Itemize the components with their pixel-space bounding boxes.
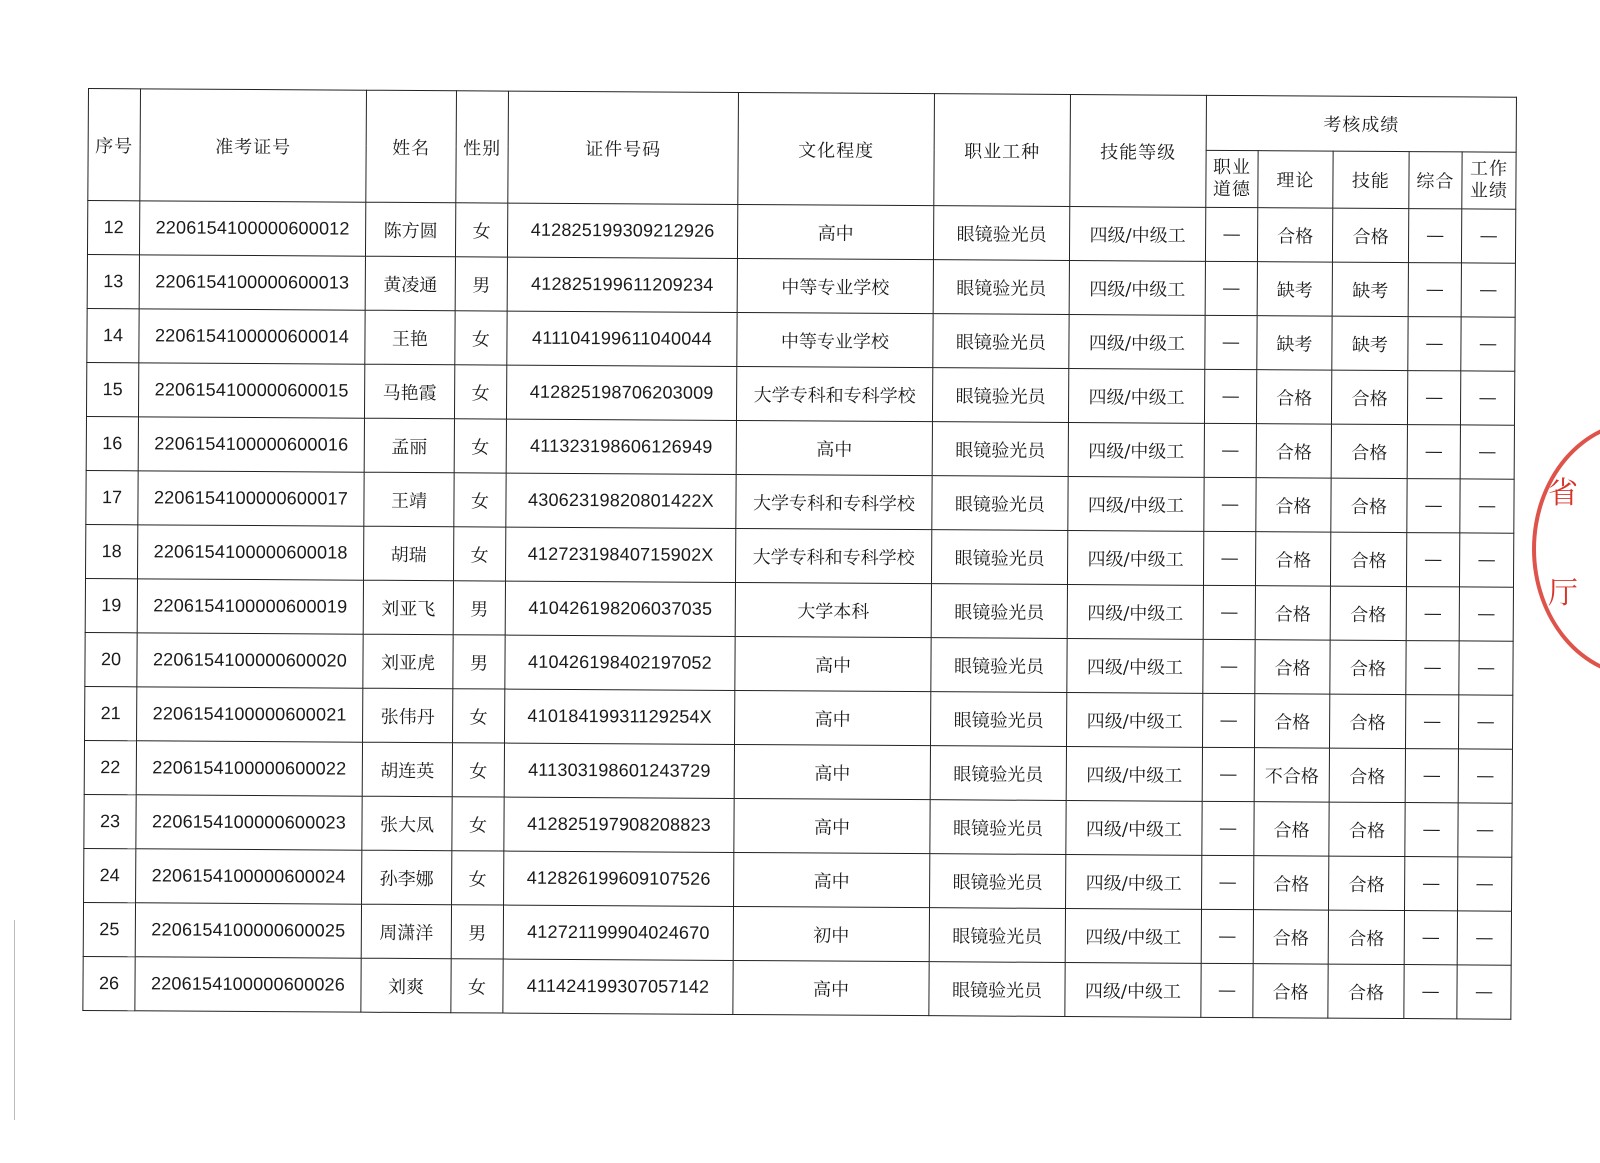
id-number-cell: 412721199904024670 xyxy=(503,905,733,960)
education-cell: 高中 xyxy=(735,690,931,745)
exam-id-cell: 2206154100000600023 xyxy=(136,795,362,850)
education-cell: 大学专科和专科学校 xyxy=(736,474,932,529)
name-cell: 孟丽 xyxy=(364,418,454,473)
overall-cell: — xyxy=(1404,857,1457,911)
ethics-cell: — xyxy=(1203,639,1255,693)
ethics-cell: — xyxy=(1204,423,1256,477)
id-number-cell: 411424199307057142 xyxy=(503,959,733,1014)
exam-id-cell: 2206154100000600012 xyxy=(139,201,365,256)
gender-cell: 男 xyxy=(453,581,505,635)
ethics-cell: — xyxy=(1203,585,1255,639)
education-cell: 高中 xyxy=(736,420,932,475)
seq-cell: 15 xyxy=(86,362,138,416)
exam-id-cell: 2206154100000600022 xyxy=(136,741,362,796)
occupation-cell: 眼镜验光员 xyxy=(933,260,1069,315)
gender-cell: 女 xyxy=(454,365,506,419)
education-cell: 大学专科和专科学校 xyxy=(736,366,932,421)
occupation-cell: 眼镜验光员 xyxy=(933,314,1069,369)
table-row xyxy=(87,308,1515,371)
work-cell: — xyxy=(1460,479,1514,533)
seq-cell: 19 xyxy=(85,578,137,632)
overall-cell: — xyxy=(1407,425,1460,479)
occupation-cell: 眼镜验光员 xyxy=(929,908,1065,963)
seq-cell: 26 xyxy=(83,956,135,1010)
id-number-cell: 41018419931129254X xyxy=(505,689,735,744)
occupation-cell: 眼镜验光员 xyxy=(931,638,1067,693)
ethics-cell: — xyxy=(1204,477,1256,531)
exam-id-cell: 2206154100000600013 xyxy=(139,255,365,310)
occupation-cell: 眼镜验光员 xyxy=(931,530,1067,585)
table-row xyxy=(84,848,1512,911)
seq-cell: 14 xyxy=(87,308,139,362)
skill-level-cell: 四级/中级工 xyxy=(1069,260,1205,315)
education-cell: 大学本科 xyxy=(735,582,931,637)
work-cell: — xyxy=(1460,425,1514,479)
theory-cell: 合格 xyxy=(1254,694,1329,748)
theory-cell: 合格 xyxy=(1253,910,1328,964)
education-cell: 高中 xyxy=(737,204,933,259)
work-cell: — xyxy=(1458,749,1512,803)
ethics-cell: — xyxy=(1204,369,1256,423)
overall-cell: — xyxy=(1406,533,1459,587)
occupation-cell: 眼镜验光员 xyxy=(930,746,1066,801)
exam-id-cell: 2206154100000600015 xyxy=(138,363,364,418)
table-row xyxy=(84,740,1512,803)
gender-cell: 女 xyxy=(452,743,504,797)
ethics-cell: — xyxy=(1202,693,1254,747)
seq-cell: 20 xyxy=(85,632,137,686)
name-cell: 周潇洋 xyxy=(361,904,451,959)
seal-char: 省 xyxy=(1548,476,1578,511)
seq-cell: 18 xyxy=(86,524,138,578)
education-cell: 中等专业学校 xyxy=(737,258,933,313)
table-body xyxy=(83,201,1516,1020)
skill-cell: 合格 xyxy=(1331,424,1407,478)
seq-cell: 25 xyxy=(83,902,135,956)
overall-cell: — xyxy=(1405,749,1458,803)
seq-cell: 22 xyxy=(84,740,136,794)
work-cell: — xyxy=(1460,371,1514,425)
ethics-cell: — xyxy=(1202,747,1254,801)
id-number-cell: 41272319840715902X xyxy=(505,527,735,582)
work-cell: — xyxy=(1459,533,1513,587)
skill-cell: 合格 xyxy=(1330,640,1406,694)
overall-cell: — xyxy=(1405,695,1458,749)
education-cell: 大学专科和专科学校 xyxy=(735,528,931,583)
table-row xyxy=(85,686,1513,749)
gender-cell: 男 xyxy=(453,635,505,689)
name-cell: 陈方圆 xyxy=(365,202,455,257)
skill-level-cell: 四级/中级工 xyxy=(1065,908,1201,963)
work-cell: — xyxy=(1458,695,1512,749)
ethics-cell: — xyxy=(1201,909,1253,963)
theory-cell: 合格 xyxy=(1256,424,1331,478)
skill-cell: 合格 xyxy=(1330,586,1406,640)
header-name: 姓名 xyxy=(366,90,457,203)
exam-id-cell: 2206154100000600019 xyxy=(137,579,363,634)
gender-cell: 男 xyxy=(451,905,503,959)
occupation-cell: 眼镜验光员 xyxy=(932,476,1068,531)
theory-cell: 缺考 xyxy=(1257,262,1332,316)
skill-cell: 合格 xyxy=(1328,910,1404,964)
theory-cell: 不合格 xyxy=(1254,748,1329,802)
gender-cell: 女 xyxy=(452,851,504,905)
gender-cell: 女 xyxy=(454,473,506,527)
header-gender: 性别 xyxy=(456,91,509,203)
overall-cell: — xyxy=(1408,317,1461,371)
name-cell: 王靖 xyxy=(364,472,454,527)
education-cell: 高中 xyxy=(734,852,930,907)
skill-cell: 合格 xyxy=(1330,532,1406,586)
table-row xyxy=(86,416,1514,479)
skill-cell: 合格 xyxy=(1332,208,1408,262)
skill-level-cell: 四级/中级工 xyxy=(1067,530,1203,585)
name-cell: 张大凤 xyxy=(362,796,452,851)
skill-level-cell: 四级/中级工 xyxy=(1068,368,1204,423)
seq-cell: 12 xyxy=(87,201,139,255)
exam-id-cell: 2206154100000600021 xyxy=(137,687,363,742)
education-cell: 高中 xyxy=(733,960,929,1015)
skill-cell: 合格 xyxy=(1329,856,1405,910)
skill-level-cell: 四级/中级工 xyxy=(1065,962,1201,1017)
overall-cell: — xyxy=(1408,209,1461,263)
occupation-cell: 眼镜验光员 xyxy=(930,854,1066,909)
skill-cell: 合格 xyxy=(1329,694,1405,748)
overall-cell: — xyxy=(1404,965,1457,1019)
seq-cell: 23 xyxy=(84,794,136,848)
theory-cell: 合格 xyxy=(1256,478,1331,532)
overall-cell: — xyxy=(1407,371,1460,425)
table-row xyxy=(86,524,1514,587)
exam-results-table xyxy=(82,88,1517,1020)
skill-cell: 合格 xyxy=(1331,370,1407,424)
work-cell: — xyxy=(1461,209,1515,263)
name-cell: 张伟丹 xyxy=(363,688,453,743)
skill-level-cell: 四级/中级工 xyxy=(1066,800,1202,855)
id-number-cell: 411303198601243729 xyxy=(504,743,734,798)
exam-id-cell: 2206154100000600014 xyxy=(139,309,365,364)
table-row xyxy=(87,254,1515,317)
header-overall: 综合 xyxy=(1409,152,1462,209)
scan-artifact xyxy=(14,920,15,1120)
skill-cell: 合格 xyxy=(1329,748,1405,802)
table-row xyxy=(84,794,1512,857)
name-cell: 黄凌通 xyxy=(365,256,455,311)
id-number-cell: 43062319820801422X xyxy=(506,473,736,528)
name-cell: 孙李娜 xyxy=(362,850,452,905)
name-cell: 刘爽 xyxy=(361,958,451,1013)
theory-cell: 合格 xyxy=(1255,586,1330,640)
theory-cell: 合格 xyxy=(1254,802,1329,856)
id-number-cell: 410426198206037035 xyxy=(505,581,735,636)
work-cell: — xyxy=(1457,911,1511,965)
skill-cell: 合格 xyxy=(1329,802,1405,856)
header-education: 文化程度 xyxy=(738,92,935,205)
skill-cell: 缺考 xyxy=(1332,262,1408,316)
occupation-cell: 眼镜验光员 xyxy=(930,800,1066,855)
gender-cell: 女 xyxy=(455,311,507,365)
education-cell: 高中 xyxy=(734,798,930,853)
skill-level-cell: 四级/中级工 xyxy=(1066,692,1202,747)
table-row xyxy=(87,201,1515,264)
name-cell: 王艳 xyxy=(365,310,455,365)
theory-cell: 合格 xyxy=(1253,964,1328,1018)
table-row xyxy=(83,902,1511,965)
seq-cell: 17 xyxy=(86,470,138,524)
ethics-cell: — xyxy=(1205,315,1257,369)
gender-cell: 女 xyxy=(451,959,503,1013)
overall-cell: — xyxy=(1407,479,1460,533)
theory-cell: 合格 xyxy=(1255,640,1330,694)
exam-id-cell: 2206154100000600020 xyxy=(137,633,363,688)
id-number-cell: 411323198606126949 xyxy=(506,419,736,474)
gender-cell: 女 xyxy=(453,527,505,581)
official-seal xyxy=(1532,420,1600,678)
id-number-cell: 412826199609107526 xyxy=(504,851,734,906)
work-cell: — xyxy=(1457,965,1511,1019)
occupation-cell: 眼镜验光员 xyxy=(930,692,1066,747)
theory-cell: 合格 xyxy=(1255,532,1330,586)
skill-level-cell: 四级/中级工 xyxy=(1066,746,1202,801)
header-skill: 技能 xyxy=(1333,151,1409,208)
id-number-cell: 410426198402197052 xyxy=(505,635,735,690)
name-cell: 刘亚飞 xyxy=(363,580,453,635)
ethics-cell: — xyxy=(1201,963,1253,1017)
education-cell: 高中 xyxy=(735,636,931,691)
table-header xyxy=(88,89,1517,210)
occupation-cell: 眼镜验光员 xyxy=(931,584,1067,639)
exam-id-cell: 2206154100000600018 xyxy=(138,525,364,580)
header-theory: 理论 xyxy=(1258,151,1333,208)
name-cell: 胡连英 xyxy=(362,742,452,797)
work-cell: — xyxy=(1461,263,1515,317)
education-cell: 初中 xyxy=(733,906,929,961)
gender-cell: 女 xyxy=(453,689,505,743)
skill-level-cell: 四级/中级工 xyxy=(1069,206,1205,261)
work-cell: — xyxy=(1461,317,1515,371)
theory-cell: 合格 xyxy=(1257,208,1332,262)
id-number-cell: 412825197908208823 xyxy=(504,797,734,852)
header-scores-group: 考核成绩 xyxy=(1206,95,1516,152)
table-row xyxy=(86,470,1514,533)
gender-cell: 女 xyxy=(452,797,504,851)
theory-cell: 合格 xyxy=(1254,856,1329,910)
seal-char: 厅 xyxy=(1548,576,1578,611)
table-row xyxy=(85,578,1513,641)
occupation-cell: 眼镜验光员 xyxy=(932,422,1068,477)
theory-cell: 缺考 xyxy=(1257,316,1332,370)
table-row xyxy=(85,632,1513,695)
gender-cell: 女 xyxy=(454,419,506,473)
id-number-cell: 412825199309212926 xyxy=(507,203,737,258)
exam-id-cell: 2206154100000600025 xyxy=(135,903,361,958)
ethics-cell: — xyxy=(1205,261,1257,315)
header-skill-level: 技能等级 xyxy=(1070,95,1207,208)
name-cell: 马艳霞 xyxy=(364,364,454,419)
overall-cell: — xyxy=(1406,641,1459,695)
header-work: 工作业绩 xyxy=(1462,152,1516,209)
ethics-cell: — xyxy=(1205,207,1257,261)
exam-id-cell: 2206154100000600026 xyxy=(135,957,361,1012)
id-number-cell: 412825199611209234 xyxy=(507,257,737,312)
work-cell: — xyxy=(1459,587,1513,641)
overall-cell: — xyxy=(1404,911,1457,965)
header-occupation: 职业工种 xyxy=(934,94,1071,207)
seq-cell: 24 xyxy=(84,848,136,902)
seq-cell: 13 xyxy=(87,254,139,308)
exam-id-cell: 2206154100000600017 xyxy=(138,471,364,526)
occupation-cell: 眼镜验光员 xyxy=(932,368,1068,423)
exam-id-cell: 2206154100000600024 xyxy=(136,849,362,904)
ethics-cell: — xyxy=(1202,801,1254,855)
gender-cell: 男 xyxy=(455,257,507,311)
seq-cell: 21 xyxy=(85,686,137,740)
table-row xyxy=(83,956,1511,1019)
id-number-cell: 412825198706203009 xyxy=(506,365,736,420)
skill-level-cell: 四级/中级工 xyxy=(1068,476,1204,531)
occupation-cell: 眼镜验光员 xyxy=(929,962,1065,1017)
header-ethics: 职业道德 xyxy=(1206,150,1258,207)
work-cell: — xyxy=(1458,803,1512,857)
skill-level-cell: 四级/中级工 xyxy=(1067,584,1203,639)
occupation-cell: 眼镜验光员 xyxy=(933,206,1069,261)
skill-cell: 缺考 xyxy=(1332,316,1408,370)
ethics-cell: — xyxy=(1203,531,1255,585)
seq-cell: 16 xyxy=(86,416,138,470)
skill-cell: 合格 xyxy=(1331,478,1407,532)
skill-level-cell: 四级/中级工 xyxy=(1067,638,1203,693)
id-number-cell: 411104199611040044 xyxy=(507,311,737,366)
skill-cell: 合格 xyxy=(1328,964,1404,1018)
theory-cell: 合格 xyxy=(1256,370,1331,424)
overall-cell: — xyxy=(1405,803,1458,857)
name-cell: 刘亚虎 xyxy=(363,634,453,689)
exam-id-cell: 2206154100000600016 xyxy=(138,417,364,472)
work-cell: — xyxy=(1457,857,1511,911)
gender-cell: 女 xyxy=(455,203,507,257)
overall-cell: — xyxy=(1408,263,1461,317)
work-cell: — xyxy=(1459,641,1513,695)
ethics-cell: — xyxy=(1202,855,1254,909)
skill-level-cell: 四级/中级工 xyxy=(1066,854,1202,909)
header-id-number: 证件号码 xyxy=(508,91,739,204)
header-seq: 序号 xyxy=(88,89,141,201)
name-cell: 胡瑞 xyxy=(363,526,453,581)
skill-level-cell: 四级/中级工 xyxy=(1068,422,1204,477)
results-sheet xyxy=(82,88,1516,1020)
table-row xyxy=(86,362,1514,425)
skill-level-cell: 四级/中级工 xyxy=(1069,314,1205,369)
education-cell: 高中 xyxy=(734,744,930,799)
overall-cell: — xyxy=(1406,587,1459,641)
education-cell: 中等专业学校 xyxy=(737,312,933,367)
header-exam-id: 准考证号 xyxy=(140,89,367,202)
